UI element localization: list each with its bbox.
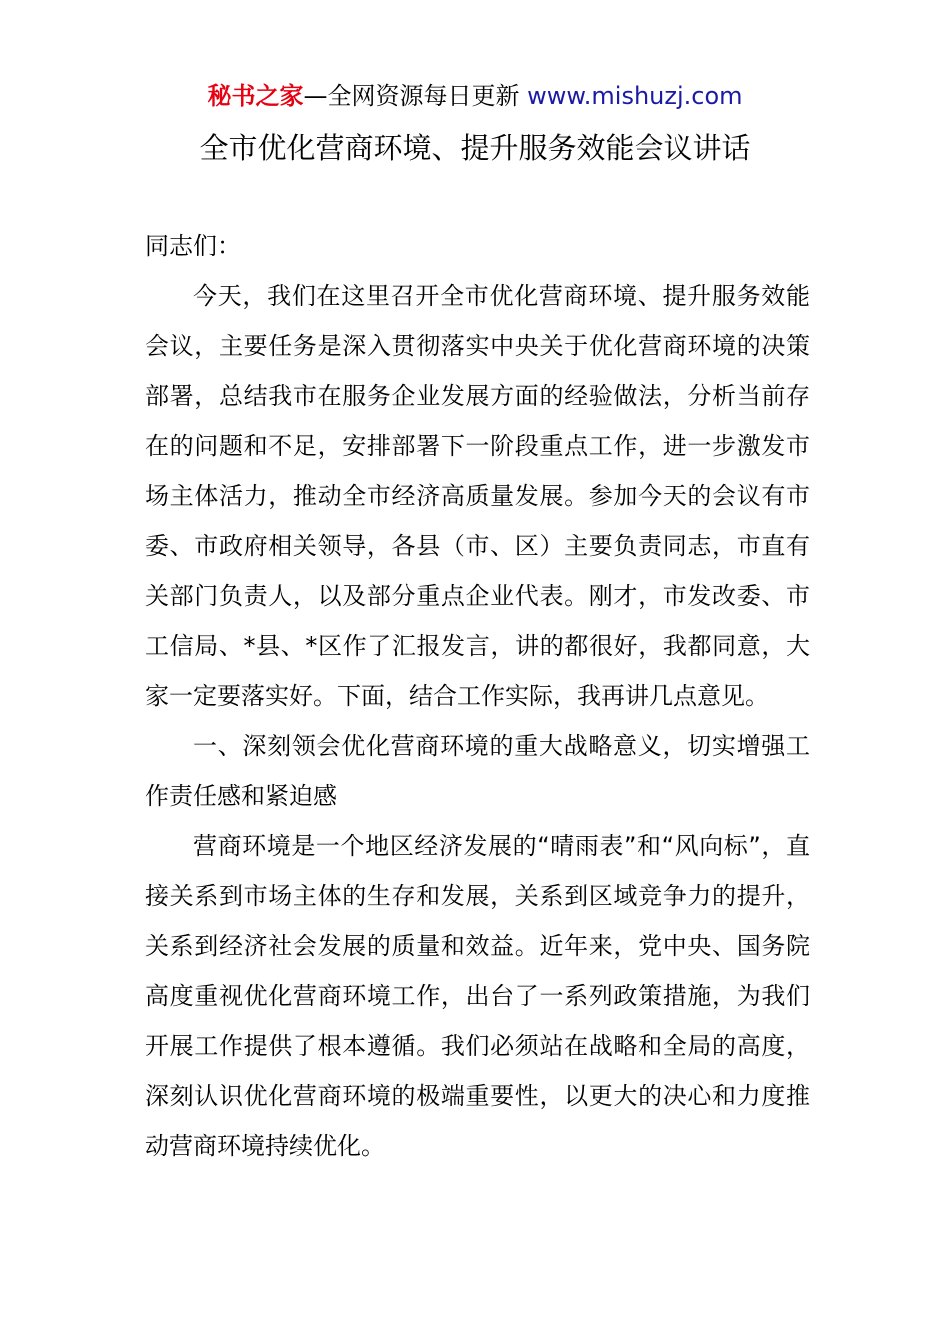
paragraph-intro: 今天，我们在这里召开全市优化营商环境、提升服务效能会议，主要任务是深入贯彻落实中央关于优化营商环境的决策部署，总结我市在服务企业发展方面的经验做法，分析当前存在的问题和不足，安排部署下一阶段重点工作，进一步激发市场主体活力，推动全市经济高质量发展。参加今天的会议有市委、市政府相关领导，各县（市、区）主要负责同志，市直有关部门负责人，以及部分重点企业代表。刚才，市发改委、市工信局、*县、*区作了汇报发言，讲的都很好，我都同意，大家一定要落实好。下面，结合工作实际，我再讲几点意见。 bbox=[145, 282, 810, 710]
greeting: 同志们： bbox=[145, 232, 241, 260]
section-heading-1: 一、深刻领会优化营商环境的重大战略意义，切实增强工作责任感和紧迫感 bbox=[145, 732, 810, 810]
header-tagline: —全网资源每日更新 bbox=[303, 82, 528, 110]
site-header bbox=[0, 80, 950, 112]
paragraph-section-1: 营商环境是一个地区经济发展的“晴雨表”和“风向标”，直接关系到市场主体的生存和发展，关系到区域竞争力的提升，关系到经济社会发展的质量和效益。近年来，党中央、国务院高度重视优化营商环境工作，出台了一系列政策措施，为我们开展工作提供了根本遵循。我们必须站在战略和全局的高度，深刻认识优化营商环境的极端重要性，以更大的决心和力度推动营商环境持续优化。 bbox=[145, 832, 810, 1160]
site-url-link[interactable]: www.mishuzj.com bbox=[527, 82, 743, 110]
document-body bbox=[145, 221, 810, 1171]
brand-name: 秘书之家 bbox=[207, 82, 304, 110]
document-title: 全市优化营商环境、提升服务效能会议讲话 bbox=[199, 131, 751, 165]
